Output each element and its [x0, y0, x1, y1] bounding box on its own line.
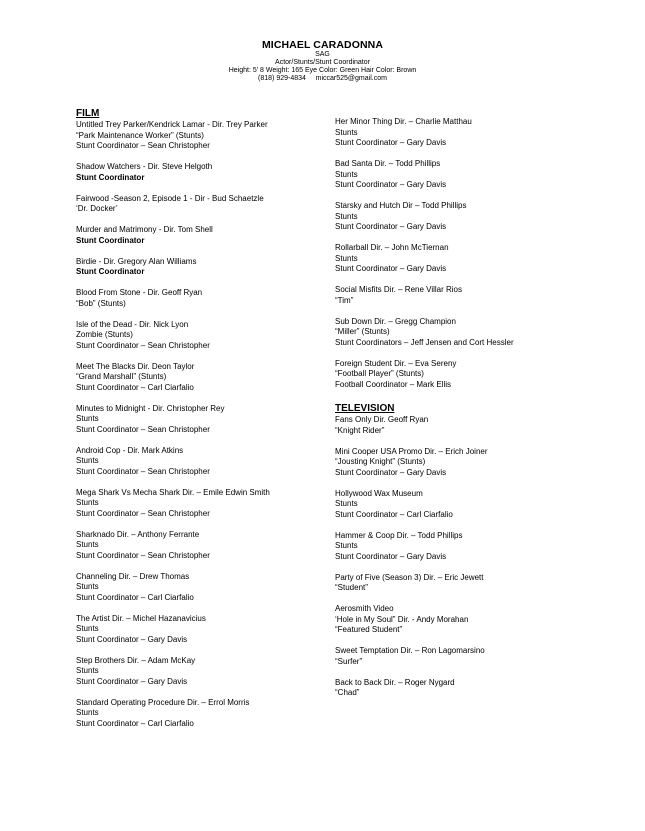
- credit-detail: Zombie (Stunts): [76, 330, 133, 339]
- credit-entry: [76, 320, 326, 352]
- credit-title: Starsky and Hutch Dir – Todd Phillips: [335, 201, 467, 210]
- credit-detail: “Knight Rider”: [335, 425, 385, 435]
- credit-entry: [335, 117, 625, 149]
- credit-title: Shadow Watchers - Dir. Steve Helgoth: [76, 162, 213, 171]
- credit-detail: Stunts: [335, 127, 358, 137]
- credit-detail: Stunt Coordinators – Jeff Jensen and Cort Hessler: [335, 337, 514, 347]
- credit-detail: “Miller” (Stunts): [335, 327, 390, 336]
- credit-entry: [335, 159, 625, 191]
- credit-entry: [76, 446, 326, 478]
- credit-detail: Stunt Coordinator – Gary Davis: [335, 138, 447, 147]
- credit-entry: [335, 489, 625, 521]
- credit-entry: [335, 646, 625, 667]
- credit-title: Fairwood -Season 2, Episode 1 - Dir - Bud Schaetzle: [76, 193, 264, 203]
- credit-detail: “Park Maintenance Worker” (Stunts): [76, 130, 204, 140]
- credit-title: Standard Operating Procedure Dir. – Errol Morris: [76, 697, 250, 707]
- credit-title: Fans Only Dir. Geoff Ryan: [335, 415, 429, 424]
- credit-detail: Stunt Coordinator – Carl Ciarfalio: [76, 382, 194, 392]
- credit-title: Untitled Trey Parker/Kendrick Lamar - Dir. Trey Parker: [76, 120, 268, 129]
- credit-title: Bad Santa Dir. – Todd Phillips: [335, 159, 441, 168]
- credit-detail: Stunt Coordinator: [76, 235, 145, 245]
- credit-entry: [76, 572, 326, 604]
- credit-title: Hammer & Coop Dir. – Todd Phillips: [335, 530, 463, 540]
- credit-detail: Stunt Coordinator – Sean Christopher: [76, 466, 210, 476]
- credit-detail: “Featured Student”: [335, 625, 403, 634]
- credit-detail: “Surfer”: [335, 656, 363, 666]
- right-column: [335, 117, 625, 709]
- credit-entry: [76, 225, 326, 246]
- credit-entry: [335, 359, 625, 391]
- union-affiliation: SAG: [315, 51, 330, 58]
- credit-entry: [76, 530, 326, 562]
- credit-entry: [335, 678, 625, 699]
- credit-detail: “Grand Marshall” (Stunts): [76, 372, 167, 381]
- credit-entry: [335, 285, 625, 306]
- credit-detail: ‘Hole in My Soul” Dir. - Andy Morahan: [335, 614, 469, 624]
- credit-title: Foreign Student Dir. – Eva Sereny: [335, 358, 457, 368]
- credit-detail: Stunt Coordinator – Gary Davis: [335, 264, 447, 273]
- credit-title: Party of Five (Season 3) Dir. – Eric Jewett: [335, 572, 484, 582]
- credit-title: Rollarball Dir. – John McTiernan: [335, 243, 449, 252]
- credit-title: Sharknado Dir. – Anthony Ferrante: [76, 529, 200, 539]
- credit-detail: Stunts: [76, 708, 99, 717]
- credit-title: Sweet Temptation Dir. – Ron Lagomarsino: [335, 646, 485, 655]
- credit-entry: [76, 162, 326, 183]
- television-heading: TELEVISION: [335, 403, 395, 414]
- credit-entry: [335, 317, 625, 349]
- credit-title: The Artist Dir. – Michel Hazanavicius: [76, 613, 206, 623]
- credit-entry: [76, 488, 326, 520]
- actor-name: MICHAEL CARADONNA: [261, 39, 384, 51]
- credit-entry: [76, 194, 326, 215]
- credit-entry: [335, 531, 625, 563]
- credit-entry: [335, 243, 625, 275]
- credit-title: Meet The Blacks Dir. Deon Taylor: [76, 361, 195, 371]
- credit-detail: Stunts: [76, 498, 99, 507]
- credit-title: Channeling Dir. – Drew Thomas: [76, 571, 190, 581]
- credit-detail: Stunt Coordinator – Carl Ciarfalio: [76, 592, 194, 602]
- roles-line: Actor/Stunts/Stunt Coordinator: [275, 59, 370, 66]
- credit-detail: Stunt Coordinator – Gary Davis: [335, 467, 447, 477]
- credit-title: Mega Shark Vs Mecha Shark Dir. – Emile Edwin Smith: [76, 487, 270, 497]
- credit-title: Blood From Stone - Dir. Geoff Ryan: [76, 288, 203, 297]
- credit-detail: “Football Player” (Stunts): [335, 369, 424, 378]
- physical-stats: Height: 5' 8 Weight: 165 Eye Color: Green Hair Color: Brown: [228, 67, 417, 74]
- credit-detail: “Student”: [335, 583, 368, 592]
- credit-entry: [335, 604, 625, 636]
- credit-detail: “Bob” (Stunts): [76, 298, 126, 308]
- credit-title: Mini Cooper USA Promo Dir. – Erich Joiner: [335, 446, 488, 456]
- film-credits-list: [76, 120, 326, 729]
- credit-title: Minutes to Midnight - Dir. Christopher Rey: [76, 403, 225, 413]
- credit-detail: “Chad”: [335, 688, 360, 697]
- credit-detail: Stunts: [76, 414, 99, 423]
- credit-entry: [335, 201, 625, 233]
- credit-entry: [76, 614, 326, 646]
- credit-detail: “Tim”: [335, 295, 354, 305]
- credit-entry: [76, 404, 326, 436]
- credit-detail: Stunt Coordinator: [76, 172, 145, 182]
- credit-detail: Stunts: [76, 540, 99, 549]
- credit-detail: Stunts: [76, 624, 99, 633]
- credit-detail: Stunt Coordinator – Sean Christopher: [76, 508, 210, 518]
- credit-detail: Stunts: [335, 211, 358, 221]
- credit-entry: [76, 288, 326, 309]
- resume-header: [0, 39, 645, 83]
- credit-detail: Stunt Coordinator – Gary Davis: [335, 180, 447, 189]
- credit-detail: Stunts: [76, 582, 99, 591]
- credit-entry: [335, 415, 625, 436]
- credit-detail: Stunts: [335, 541, 358, 550]
- credit-title: Social Misfits Dir. – Rene Villar Rios: [335, 285, 463, 294]
- credit-detail: ‘Dr. Docker’: [76, 204, 118, 213]
- credit-entry: [76, 362, 326, 394]
- credit-detail: Football Coordinator – Mark Ellis: [335, 379, 452, 389]
- credit-detail: Stunt Coordinator – Sean Christopher: [76, 141, 210, 150]
- credit-entry: [335, 447, 625, 479]
- credit-title: Birdie - Dir. Gregory Alan Williams: [76, 256, 197, 266]
- credit-entry: [76, 698, 326, 730]
- credit-detail: Stunt Coordinator – Gary Davis: [335, 551, 447, 561]
- credit-detail: Stunt Coordinator: [76, 267, 145, 276]
- contact-info: (818) 929-4834 miccar525@gmail.com: [258, 75, 387, 82]
- credit-entry: [335, 573, 625, 594]
- credit-title: Back to Back Dir. – Roger Nygard: [335, 677, 455, 687]
- credit-detail: Stunt Coordinator – Carl Ciarfalio: [335, 509, 453, 519]
- film-heading: FILM: [76, 108, 100, 119]
- credit-title: Isle of the Dead - Dir. Nick Lyon: [76, 319, 189, 329]
- credit-detail: Stunt Coordinator – Gary Davis: [76, 676, 188, 686]
- credit-title: Hollywood Wax Museum: [335, 488, 423, 498]
- credit-detail: Stunt Coordinator – Carl Ciarfalio: [76, 718, 194, 728]
- credit-title: Sub Down Dir. – Gregg Champion: [335, 316, 456, 326]
- credit-title: Murder and Matrimony - Dir. Tom Shell: [76, 225, 213, 234]
- film-credits-list-continued: [335, 117, 625, 390]
- credit-title: Aerosmith Video: [335, 604, 394, 613]
- credit-entry: [76, 257, 326, 278]
- left-column: [76, 108, 326, 740]
- credit-detail: Stunt Coordinator – Sean Christopher: [76, 424, 210, 434]
- credit-title: Her Minor Thing Dir. – Charlie Matthau: [335, 117, 472, 126]
- credit-detail: Stunts: [76, 456, 99, 465]
- credit-detail: Stunt Coordinator – Gary Davis: [76, 634, 188, 644]
- credit-title: Step Brothers Dir. – Adam McKay: [76, 655, 196, 665]
- credit-detail: Stunt Coordinator – Sean Christopher: [76, 550, 210, 560]
- credit-entry: [76, 656, 326, 688]
- credit-title: Android Cop - Dir. Mark Atkins: [76, 445, 184, 455]
- credit-detail: Stunt Coordinator – Gary Davis: [335, 222, 447, 231]
- credit-detail: Stunts: [335, 499, 358, 508]
- credit-detail: Stunt Coordinator – Sean Christopher: [76, 340, 210, 350]
- credit-detail: Stunts: [335, 253, 358, 263]
- credit-detail: Stunts: [335, 169, 358, 179]
- television-credits-list: [335, 415, 625, 699]
- credit-detail: Stunts: [76, 666, 99, 675]
- credit-detail: “Jousting Knight” (Stunts): [335, 457, 426, 466]
- credit-entry: [76, 120, 326, 152]
